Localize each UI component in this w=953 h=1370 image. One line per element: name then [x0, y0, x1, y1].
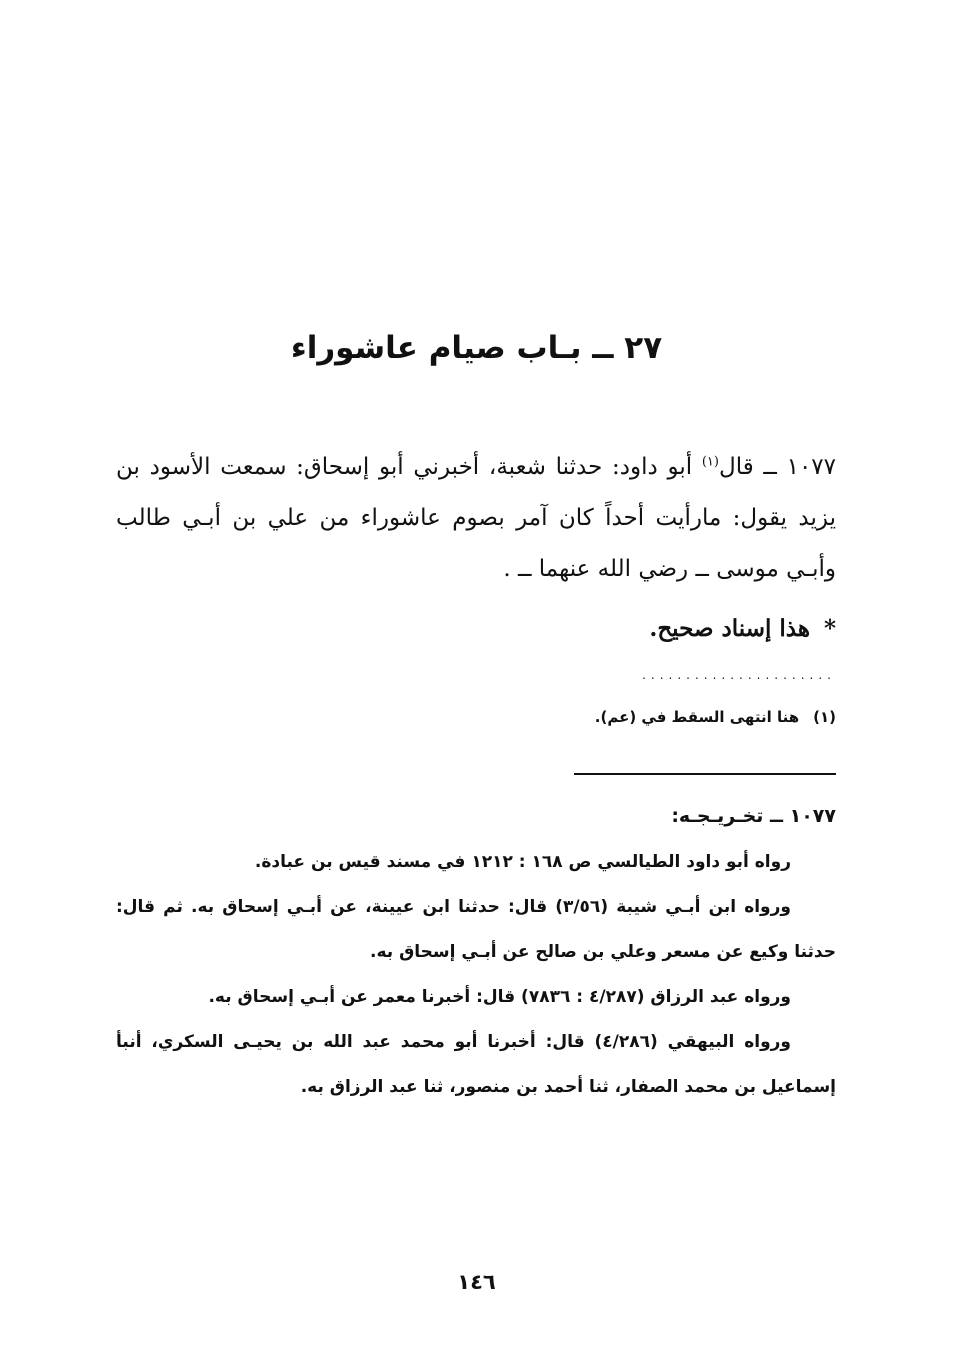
takhrij-heading: ١٠٧٧ ــ تخـريـجـه:: [671, 805, 836, 827]
footnote-text: هنا انتهى السقط في (عم).: [594, 708, 800, 726]
hadith-number: ١٠٧٧ ــ قال: [718, 454, 837, 480]
takhrij-paragraph: ورواه البيهقي (٤/٢٨٦) قال: أخبرنا أبو محمد عبد الله بن يحيـى السكري، أنبأ إسماعيل بن محمد الصفار، ثنا أحمد بن منصور، ثنا عبد الرزاق به.: [116, 1032, 836, 1097]
chapter-title: ٢٧ ــ بـاب صيام عاشوراء: [290, 330, 663, 366]
footnote-number: (١): [813, 708, 836, 726]
hadith-body: أبو داود: حدثنا شعبة، أخبرني أبو إسحاق: سمعت الأسود بن يزيد يقول: مارأيت أحداً كان آمر بصوم عاشوراء من علي بن أبـي طالب وأبـي موسى ــ رضي الله عنهما ــ .: [116, 454, 836, 582]
takhrij-paragraph: ورواه ابن أبـي شيبة (٣/٥٦) قال: حدثنا ابن عيينة، عن أبـي إسحاق به. ثم قال: حدثنا وكيع عن مسعر وعلي بن صالح عن أبـي إسحاق به.: [116, 897, 836, 962]
footnote: [116, 702, 836, 732]
footnote-separator: ......................: [642, 668, 836, 682]
footnote-marker: (١): [701, 454, 719, 470]
takhrij-body: [116, 840, 836, 1110]
section-divider: [574, 773, 836, 775]
page-number: ١٤٦: [457, 1270, 496, 1294]
star-icon: *: [823, 615, 836, 642]
takhrij-paragraph: ورواه عبد الرزاق (٤/٢٨٧ : ٧٨٣٦) قال: أخبرنا معمر عن أبـي إسحاق به.: [208, 987, 791, 1007]
isnad-verdict: [116, 604, 836, 654]
hadith-text: [116, 442, 836, 595]
verdict-text: هذا إسناد صحيح.: [649, 615, 810, 642]
takhrij-paragraph: رواه أبو داود الطيالسي ص ١٦٨ : ١٢١٢ في مسند قيس بن عبادة.: [254, 852, 791, 872]
